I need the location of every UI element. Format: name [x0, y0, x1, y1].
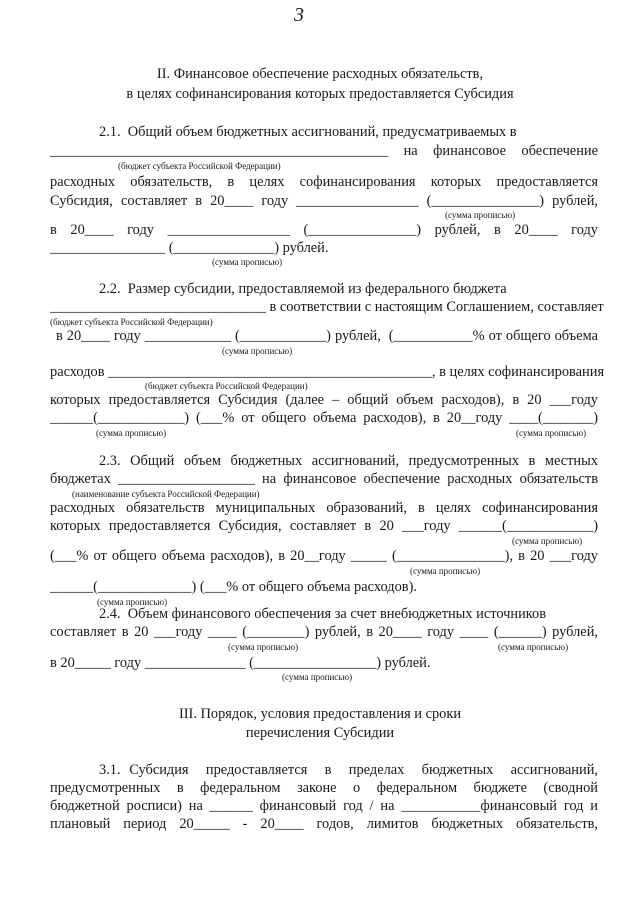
p31-line-3: бюджетной росписи) на ______ финансовый год / на ___________финансовый год и [50, 798, 598, 814]
section-2-title-line-2: в целях софинансирования которых предоставляется Субсидия [126, 86, 514, 102]
p31-line-4: плановый период 20_____ - 20____ годов, лимитов бюджетных обязательств, [50, 816, 598, 832]
p23-line-6: ______(_____________) (___% от общего объема расходов). [50, 579, 417, 595]
p22-note-sum-3: (сумма прописью) [516, 428, 587, 438]
p21-line-4: Субсидия, составляет в 20____ году _________________ (_______________) рублей, [50, 193, 598, 209]
p23-line-4: которых предоставляется Субсидия, составляет в 20 ___году ______(____________) [50, 518, 598, 534]
p24-line-1: 2.4. Объем финансового обеспечения за счет внебюджетных источников [99, 606, 547, 622]
p21-note-budget: (бюджет субъекта Российской Федерации) [118, 161, 281, 171]
section-3-title-line-1: III. Порядок, условия предоставления и сроки [178, 706, 462, 722]
p24-note-sum-2: (сумма прописью) [498, 642, 569, 652]
p31-line-2: предусмотренных в федеральном законе о федеральном бюджете (сводной [50, 780, 598, 796]
p21-line-2: _______________________________________________ на финансовое обеспечение [50, 143, 598, 159]
p22-note-sum-2: (сумма прописью) [96, 428, 167, 438]
p23-note-name: (наименование субъекта Российской Федерации) [72, 489, 260, 499]
p23-note-sum-2: (сумма прописью) [410, 566, 481, 576]
p21-note-sum-2: (сумма прописью) [212, 257, 283, 267]
p23-note-sum-3: (сумма прописью) [97, 597, 168, 607]
p21-line-1: 2.1. Общий объем бюджетных ассигнований, предусматриваемых в [99, 124, 517, 140]
p23-line-2: бюджетах ___________________ на финансовое обеспечение расходных обязательств [50, 471, 598, 487]
p22-note-sum-1: (сумма прописью) [222, 346, 293, 356]
p22-line-1: 2.2. Размер субсидии, предоставляемой из федерального бюджета [99, 281, 507, 297]
p21-line-5: в 20____ году _________________ (_______________) рублей, в 20____ году [50, 222, 598, 238]
p31-line-1: 3.1. Субсидия предоставляется в пределах бюджетных ассигнований, [99, 762, 598, 778]
section-3-title-line-2: перечисления Субсидии [245, 725, 395, 741]
p21-line-6: ________________ (______________) рублей. [50, 240, 329, 256]
p22-line-5: которых предоставляется Субсидия (далее – общий объем расходов), в 20 ___году [50, 392, 598, 408]
p23-line-5: (___% от общего объема расходов), в 20__году _____ (_______________), в 20 ___году [50, 548, 598, 564]
p21-line-3: расходных обязательств, в целях софинансирования которых предоставляется [50, 174, 598, 190]
p22-line-2: ______________________________ в соответствии с настоящим Соглашением, составляет [50, 299, 604, 315]
p24-line-3: в 20_____ году ______________ (_________________) рублей. [50, 655, 431, 671]
p23-line-3: расходных обязательств муниципальных образований, в целях софинансирования [50, 500, 598, 516]
p22-note-budget-2: (бюджет субъекта Российской Федерации) [145, 381, 308, 391]
p23-line-1: 2.3. Общий объем бюджетных ассигнований, предусмотренных в местных [99, 453, 598, 469]
p24-line-2: составляет в 20 ___году ____ (________) рублей, в 20____ году ____ (______) рублей, [50, 624, 598, 640]
p22-line-6: ______(____________) (___% от общего объема расходов), в 20__году ____(_______) [50, 410, 598, 426]
p24-note-sum-3: (сумма прописью) [282, 672, 353, 682]
page-number: 3 [294, 4, 304, 26]
section-2-title-line-1: II. Финансовое обеспечение расходных обязательств, [156, 66, 484, 82]
p22-note-budget: (бюджет субъекта Российской Федерации) [50, 317, 213, 327]
p22-line-3: в 20____ году ____________ (____________) рублей, (___________% от общего объема [56, 328, 598, 344]
p21-note-sum-1: (сумма прописью) [445, 210, 516, 220]
p23-note-sum-1: (сумма прописью) [512, 536, 583, 546]
p22-line-4: расходов _____________________________________________, в целях софинансирования [50, 364, 605, 380]
p24-note-sum-1: (сумма прописью) [228, 642, 299, 652]
